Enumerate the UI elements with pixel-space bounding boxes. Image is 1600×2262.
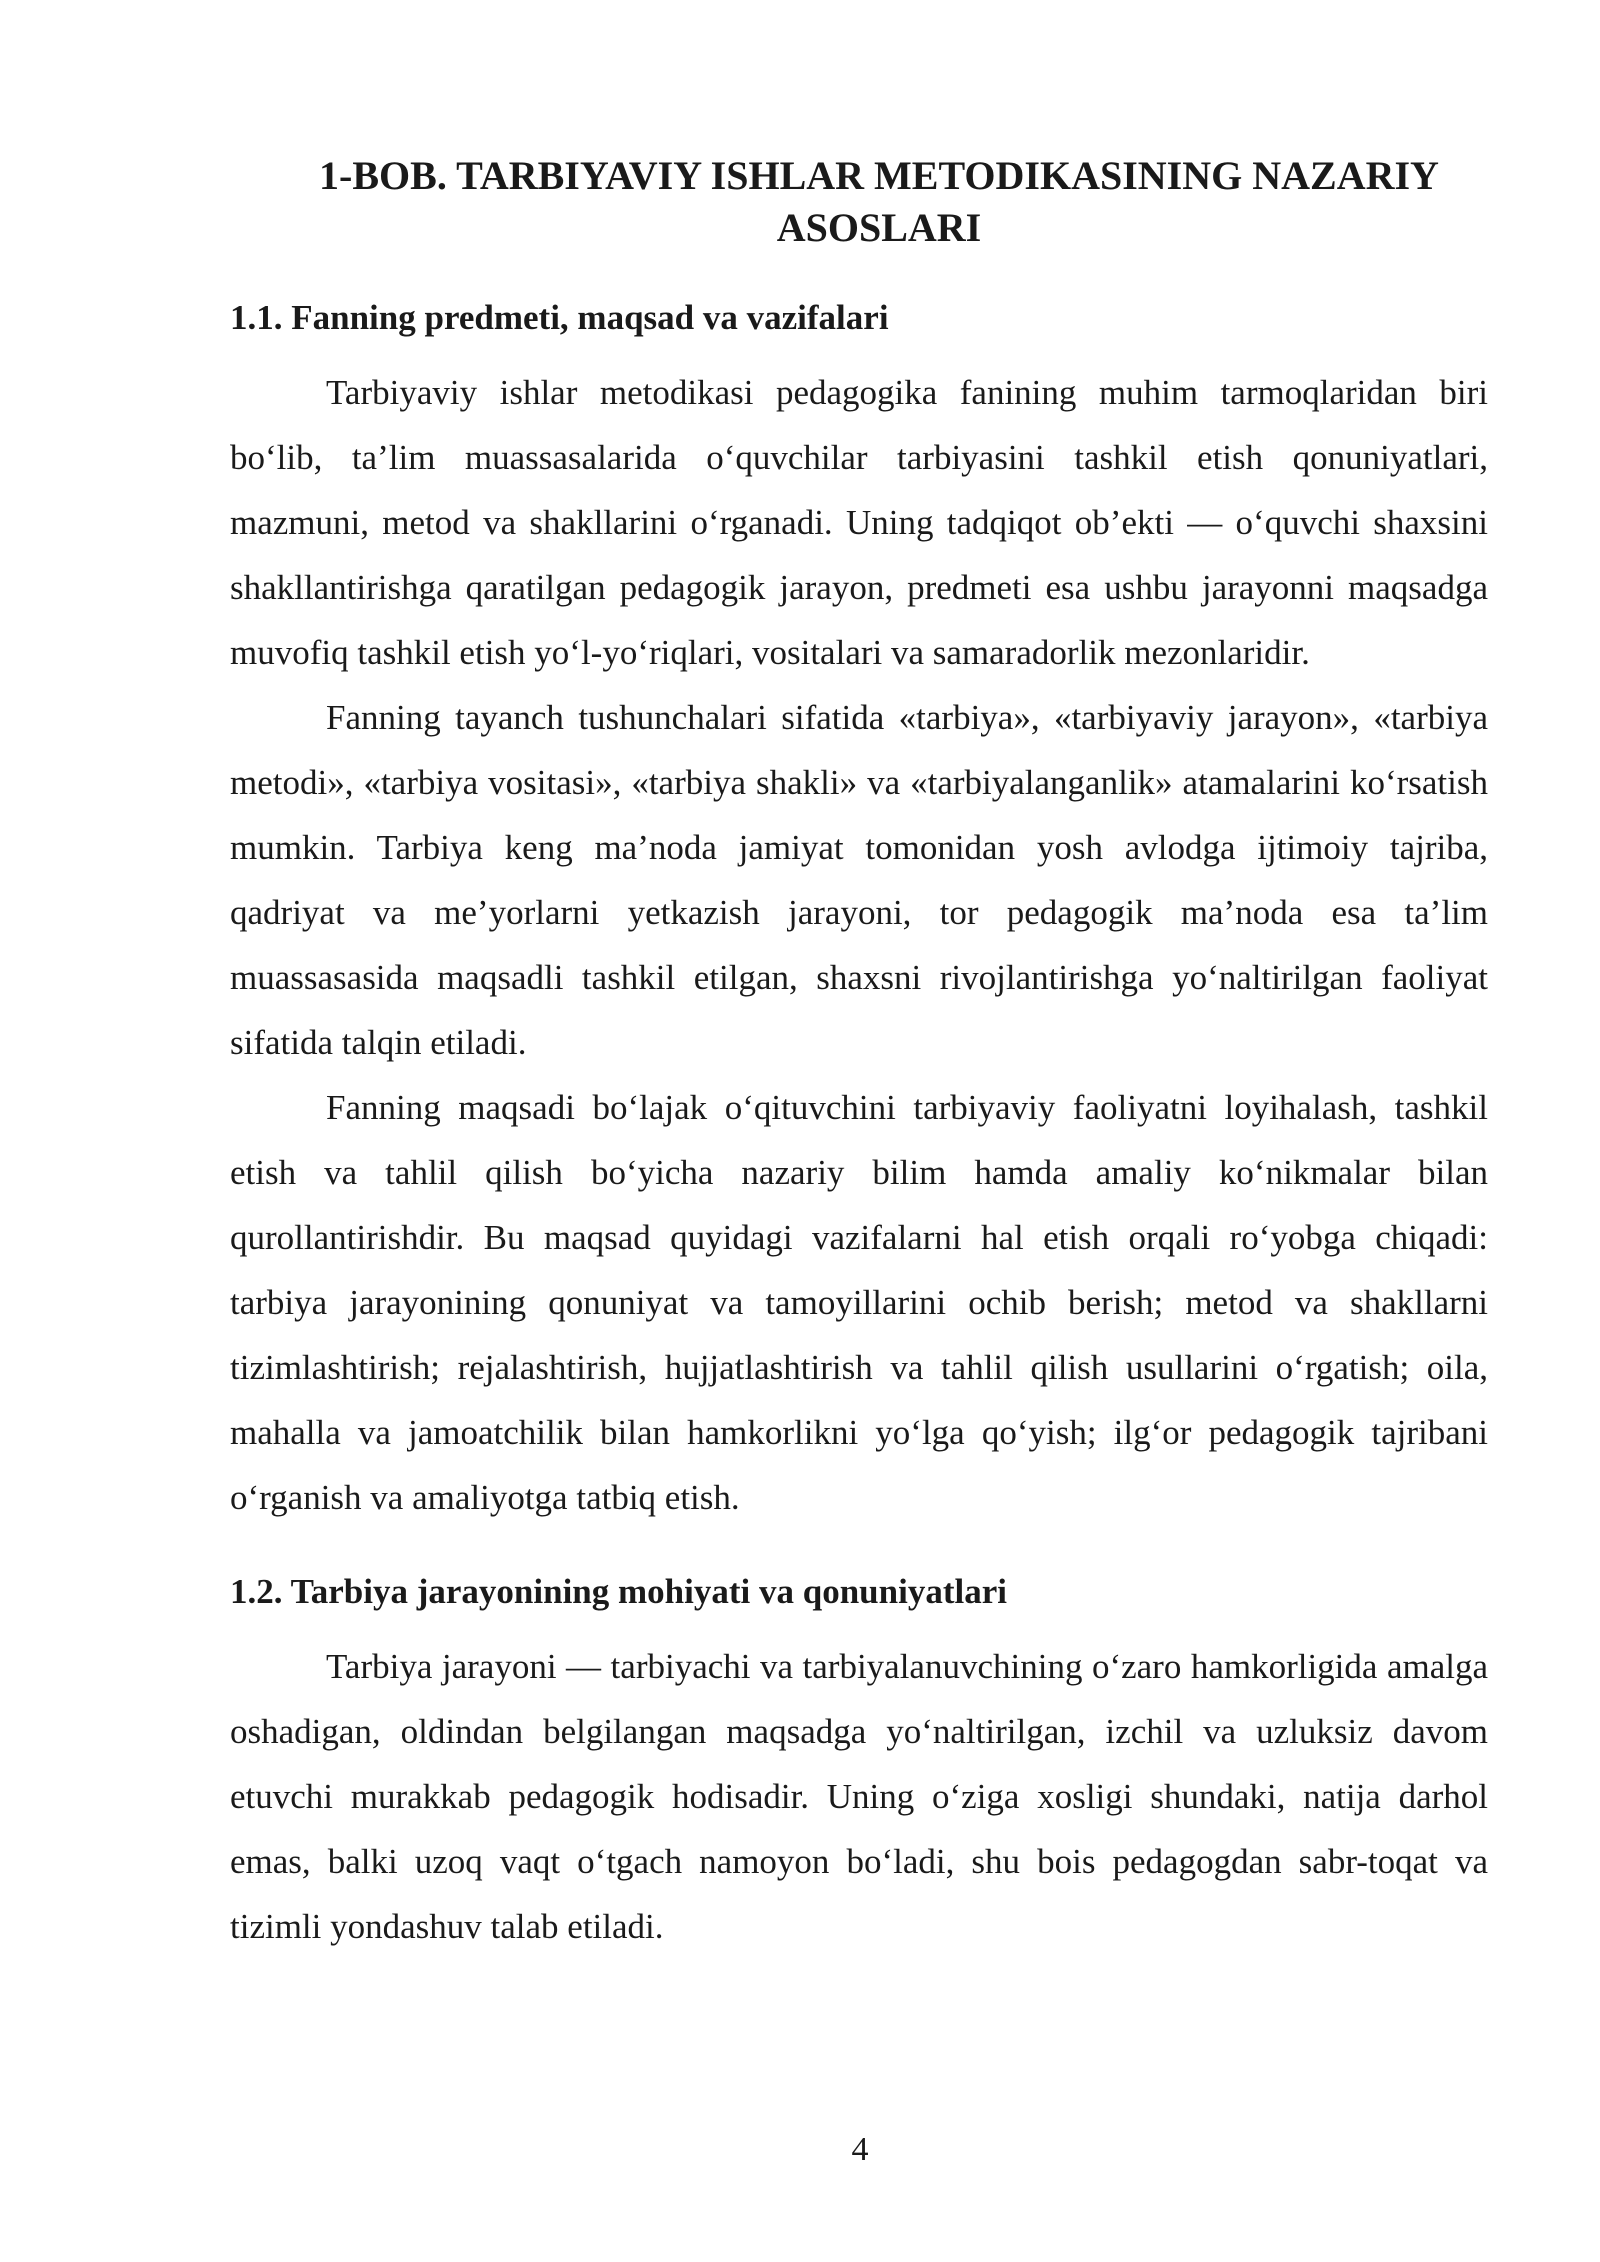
section-1-2: [230, 1570, 1488, 1959]
chapter-title-line1: 1-BOB. TARBIYAVIY ISHLAR METODIKASINING NAZARIY: [319, 153, 1439, 198]
section-1-1: [230, 296, 1488, 1530]
paragraph: Tarbiya jarayoni — tarbiyachi va tarbiyalanuvchining o‘zaro hamkorligida amalga oshadigan, oldindan belgilangan maqsadga yo‘naltirilgan, izchil va uzluksiz davom etuvchi murakkab pedagogik hodisadir. Uning o‘ziga xosligi shundaki, natija darhol emas, balki uzoq vaqt o‘tgach namoyon bo‘ladi, shu bois pedagogdan sabr-toqat va tizimli yondashuv talab etiladi.: [230, 1647, 1488, 1946]
section-heading: 1.2. Tarbiya jarayonining mohiyati va qonuniyatlari: [230, 1572, 1007, 1611]
paragraph: Fanning tayanch tushunchalari sifatida «tarbiya», «tarbiyaviy jarayon», «tarbiya metodi», «tarbiya vositasi», «tarbiya shakli» va «tarbiyalanganlik» atamalarini ko‘rsatish mumkin. Tarbiya keng ma’noda jamiyat tomonidan yosh avlodga ijtimoiy tajriba, qadriyat va me’yorlarni yetkazish jarayoni, tor pedagogik ma’noda esa ta’lim muassasasida maqsadli tashkil etilgan, shaxsni rivojlantirishga yo‘naltirilgan faoliyat sifatida talqin etiladi.: [230, 698, 1488, 1062]
paragraph: Fanning maqsadi bo‘lajak o‘qituvchini tarbiyaviy faoliyatni loyihalash, tashkil etish va tahlil qilish bo‘yicha nazariy bilim hamda amaliy ko‘nikmalar bilan qurollantirishdir. Bu maqsad quyidagi vazifalarni hal etish orqali ro‘yobga chiqadi: tarbiya jarayonining qonuniyat va tamoyillarini ochib berish; metod va shakllarni tizimlashtirish; rejalashtirish, hujjatlashtirish va tahlil qilish usullarini o‘rgatish; oila, mahalla va jamoatchilik bilan hamkorlikni yo‘lga qo‘yish; ilg‘or pedagogik tajribani o‘rganish va amaliyotga tatbiq etish.: [230, 1088, 1488, 1517]
chapter-title: [230, 150, 1488, 254]
page-number: 4: [851, 2131, 869, 2168]
paragraph: Tarbiyaviy ishlar metodikasi pedagogika fanining muhim tarmoqlaridan biri bo‘lib, ta’lim muassasalarida o‘quvchilar tarbiyasini tashkil etish qonuniyatlari, mazmuni, metod va shakllarini o‘rganadi. Uning tadqiqot ob’ekti — o‘quvchi shaxsini shakllantirishga qaratilgan pedagogik jarayon, predmeti esa ushbu jarayonni maqsadga muvofiq tashkil etish yo‘l-yo‘riqlari, vositalari va samaradorlik mezonlaridir.: [230, 373, 1488, 672]
page-content: [230, 150, 1488, 1959]
chapter-title-line2: ASOSLARI: [776, 205, 982, 250]
section-heading: 1.1. Fanning predmeti, maqsad va vazifalari: [230, 298, 889, 337]
